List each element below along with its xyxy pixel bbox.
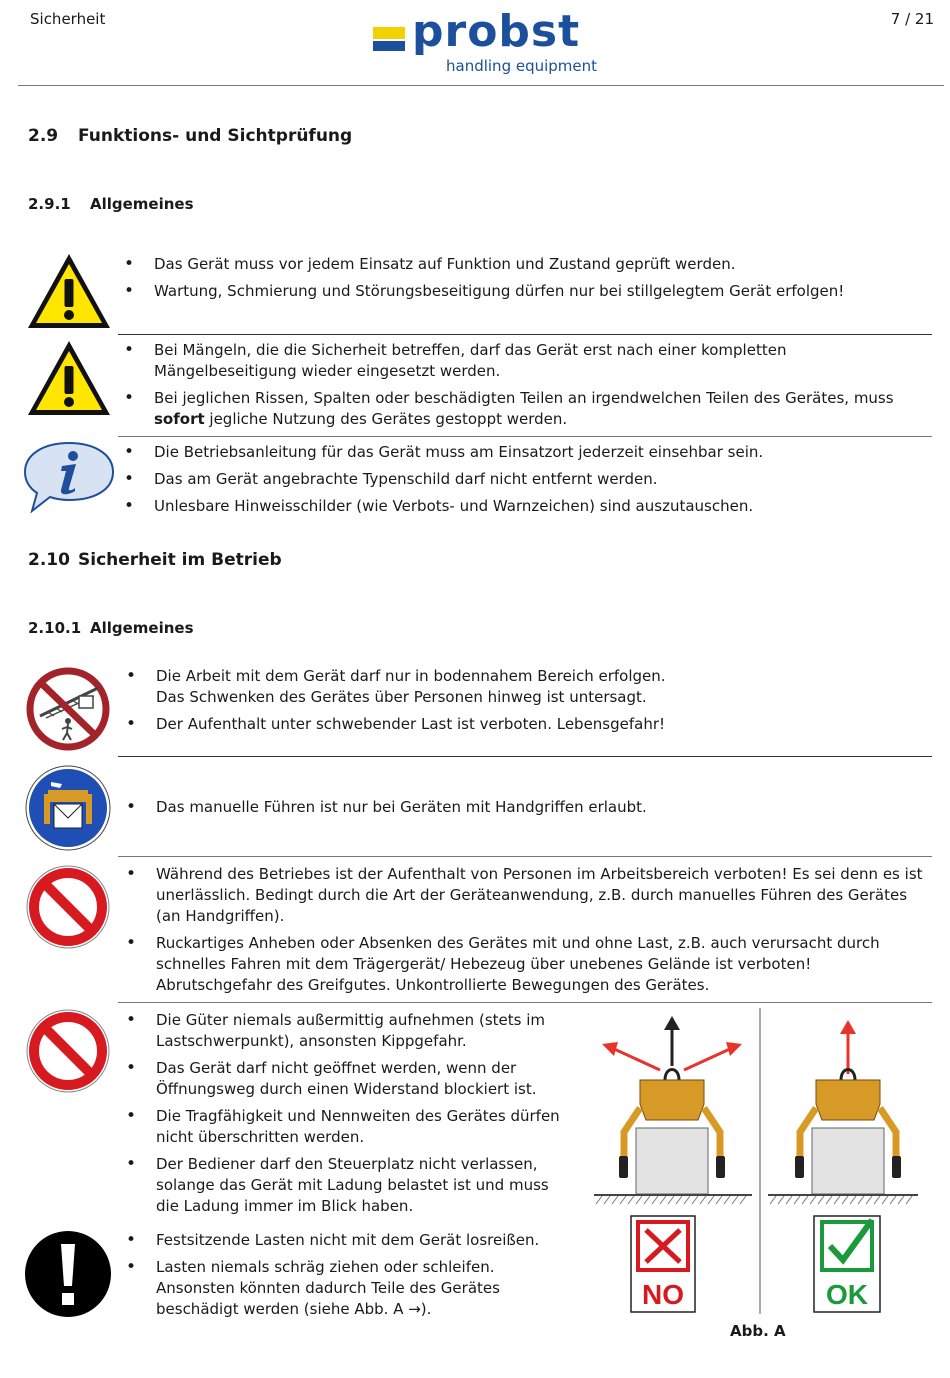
list-item: • Das Gerät muss vor jedem Einsatz auf Funktion und Zustand geprüft werden. <box>118 254 930 275</box>
divider <box>118 756 932 757</box>
subsection-number: 2.9.1 <box>28 195 71 213</box>
section-number: 2.10 <box>28 550 70 570</box>
list-item: • Das manuelle Führen ist nur bei Geräten mit Handgriffen erlaubt. <box>120 797 920 818</box>
section-heading-2-9 <box>28 126 352 146</box>
list-item: • Die Tragfähigkeit und Nennweiten des Gerätes dürfen nicht überschritten werden. <box>120 1106 566 1148</box>
text-run: Bei jeglichen Rissen, Spalten oder beschädigten Teilen an irgendwelchen Teilen des Gerätes, muss <box>154 389 894 407</box>
emphasis-sofort: sofort <box>154 410 205 428</box>
bullet-list-manual-guidance <box>120 797 920 824</box>
ok-label: OK <box>826 1279 868 1310</box>
list-item: • Lasten niemals schräg ziehen oder schleifen. Ansonsten könnten dadurch Teile des Gerätes beschädigt werden (siehe Abb. A →). <box>120 1257 570 1320</box>
list-line: Die Arbeit mit dem Gerät darf nur in bodennahem Bereich erfolgen. <box>156 667 666 685</box>
bullet-list-inspection <box>118 254 930 308</box>
bullet-list-defects <box>118 340 930 436</box>
logo-mark-blue <box>373 41 405 51</box>
section-title: Sicherheit im Betrieb <box>78 550 282 570</box>
logo-subtitle: handling equipment <box>446 57 598 75</box>
list-item: • Unlesbare Hinweisschilder (wie Verbots- und Warnzeichen) sind auszutauschen. <box>118 496 930 517</box>
section-number: 2.9 <box>28 126 59 146</box>
list-item: • Festsitzende Lasten nicht mit dem Gerät losreißen. <box>120 1230 570 1251</box>
prohibition-icon <box>24 864 112 950</box>
prohibition-icon <box>24 1008 112 1094</box>
logo-wordmark: probst <box>412 6 581 57</box>
list-line: Ruckartiges Anheben oder Absenken des Gerätes mit und ohne Last, z.B. auch verursacht durch schnelles Fahren mit dem Trägergerät/ Hebezeug über unebenes Gelände ist verboten! <box>156 934 880 973</box>
illustration-ok <box>768 1020 918 1312</box>
exclamation-icon <box>24 1230 112 1318</box>
figure-abb-a <box>590 1008 920 1316</box>
bullet-list-documentation <box>118 442 930 523</box>
page-number: 7 / 21 <box>890 10 934 28</box>
subsection-heading-2-10-1 <box>28 619 194 637</box>
illustration-no <box>594 1016 752 1312</box>
text-run: jegliche Nutzung des Gerätes gestoppt werden. <box>204 410 568 428</box>
section-heading-2-10 <box>28 550 282 570</box>
figure-caption: Abb. A <box>730 1322 786 1340</box>
list-item <box>120 666 920 708</box>
section-title: Funktions- und Sichtprüfung <box>78 126 353 146</box>
header-divider <box>18 85 944 86</box>
divider <box>118 436 932 437</box>
header-section: Sicherheit <box>30 10 106 28</box>
no-label: NO <box>642 1279 684 1310</box>
divider <box>118 334 932 335</box>
list-item <box>118 388 930 430</box>
list-item: • Der Bediener darf den Steuerplatz nicht verlassen, solange das Gerät mit Ladung belastet ist und muss die Ladung immer im Blick haben. <box>120 1154 566 1217</box>
subsection-number: 2.10.1 <box>28 619 82 637</box>
subsection-heading-2-9-1 <box>28 195 194 213</box>
warning-triangle-icon <box>26 252 112 330</box>
list-item: • Während des Betriebes ist der Aufenthalt von Personen im Arbeitsbereich verboten! Es sei denn es ist unerlässlich. Bedingt durch die Art der Geräteanwendung, z.B. durch manuelles Führen des Gerätes (an Handgriffen). <box>120 864 934 927</box>
bullet-list-working-area <box>120 666 920 741</box>
divider <box>118 856 932 857</box>
list-item: • Der Aufenthalt unter schwebender Last ist verboten. Lebensgefahr! <box>120 714 920 735</box>
warning-triangle-icon <box>26 339 112 417</box>
divider <box>118 1002 932 1003</box>
list-item: • Die Betriebsanleitung für das Gerät muss am Einsatzort jederzeit einsehbar sein. <box>118 442 930 463</box>
no-suspended-load-icon <box>24 666 112 752</box>
list-item: • Das am Gerät angebrachte Typenschild darf nicht entfernt werden. <box>118 469 930 490</box>
subsection-title: Allgemeines <box>90 619 194 637</box>
list-item: • Die Güter niemals außermittig aufnehmen (stets im Lastschwerpunkt), ansonsten Kippgefahr. <box>120 1010 566 1052</box>
list-item: • Bei Mängeln, die die Sicherheit betreffen, darf das Gerät erst nach einer kompletten Mängelbeseitigung wieder eingesetzt werden. <box>118 340 930 382</box>
bullet-list-operation <box>120 864 934 1002</box>
list-item <box>120 933 934 996</box>
list-line: Das Schwenken des Gerätes über Personen hinweg ist untersagt. <box>156 688 647 706</box>
list-line: Abrutschgefahr des Greifgutes. Unkontrollierte Bewegungen des Gerätes. <box>156 976 710 994</box>
manual-guidance-icon <box>24 764 112 852</box>
list-item: • Wartung, Schmierung und Störungsbeseitigung dürfen nur bei stillgelegtem Gerät erfolgen! <box>118 281 930 302</box>
bullet-list-stuck-loads <box>120 1230 570 1326</box>
bullet-list-load-handling <box>120 1010 566 1223</box>
info-bubble-icon <box>22 440 116 514</box>
subsection-title: Allgemeines <box>90 195 194 213</box>
list-item: • Das Gerät darf nicht geöffnet werden, wenn der Öffnungsweg durch einen Widerstand blockiert ist. <box>120 1058 566 1100</box>
logo-mark-yellow <box>373 27 405 39</box>
